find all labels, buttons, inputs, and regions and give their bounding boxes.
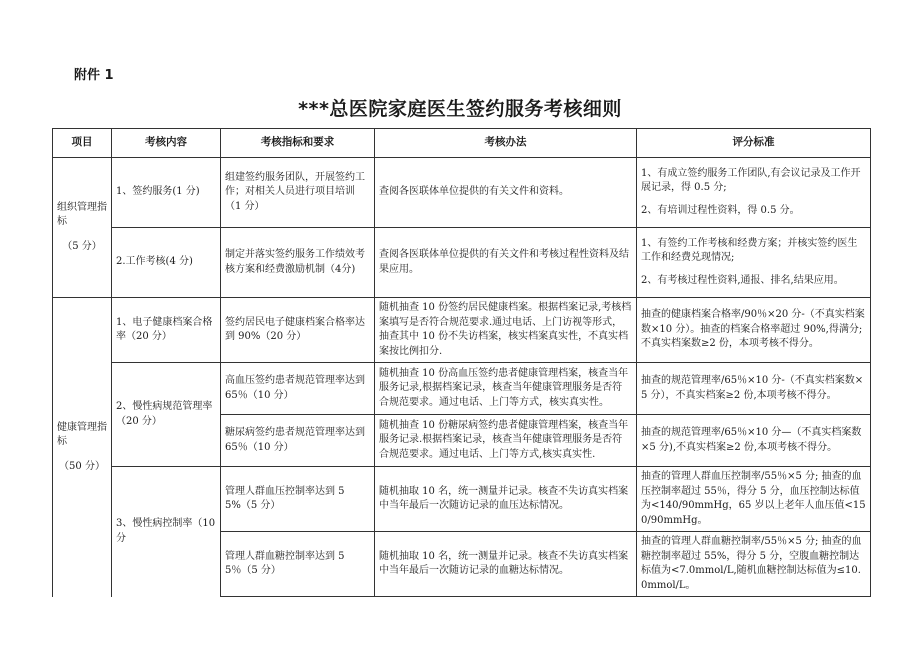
- table-header-row: [53, 129, 871, 158]
- method-cell: 查阅各医联体单位提供的有关文件和资料。: [375, 158, 637, 228]
- table-row: [53, 298, 871, 363]
- content-cell: 1、电子健康档案合格率（20 分）: [112, 298, 221, 363]
- attachment-label: 附件 1: [74, 68, 114, 83]
- criteria-line: 1、有成立签约服务工作团队,有会议记录及工作开展记录，得 0.5 分;: [641, 167, 861, 194]
- criteria-cell: [637, 228, 871, 298]
- section-health: [53, 298, 112, 597]
- indicator-cell: 制定并落实签约服务工作绩效考核方案和经费激励机制（4分): [221, 228, 375, 298]
- content-cell: 1、签约服务(1 分): [112, 158, 221, 228]
- criteria-cell: [637, 363, 871, 415]
- criteria-cell: [637, 298, 871, 363]
- header-content: 考核内容: [112, 129, 221, 158]
- criteria-cell: [637, 158, 871, 228]
- method-cell: 随机抽查 10 份签约居民健康档案。根据档案记录,考核档案填写是否符合规范要求.通过电话、上门访视等形式，抽查其中 10 份不失访档案，核实档案真实性，不真实档案按比例扣分.: [375, 298, 637, 363]
- criteria-line: 抽查的规范管理率/65％×10 分-（不真实档案数×5 分），不真实档案≥2 份,本项考核不得分。: [641, 375, 864, 401]
- section-name: 健康管理指标: [57, 421, 107, 447]
- section-org: [53, 158, 112, 298]
- criteria-cell: [637, 532, 871, 597]
- assessment-table: [52, 128, 871, 597]
- criteria-line: 抽查的健康档案合格率/90％×20 分-（不真实档案数×10 分）。抽查的档案合格率超过 90%,得满分; 不真实档案数≥2 份，本项考核不得分。: [641, 309, 865, 350]
- method-cell: 随机抽取 10 名，统一测量并记录。核查不失访真实档案中当年最后一次随访记录的血压达标情况。: [375, 467, 637, 532]
- table-row: [53, 228, 871, 298]
- section-score: （5 分）: [62, 240, 102, 252]
- indicator-cell: 高血压签约患者规范管理率达到 65％（10 分）: [221, 363, 375, 415]
- method-cell: 随机抽查 10 份高血压签约患者健康管理档案，核查当年服务记录,根据档案记录，核查当年健康管理服务是否符合规范要求。通过电话、上门等方式，核实真实性。: [375, 363, 637, 415]
- criteria-line: 2、有考核过程性资料,通报、排名,结果应用。: [641, 274, 844, 286]
- header-indicator: 考核指标和要求: [221, 129, 375, 158]
- method-cell: 查阅各医联体单位提供的有关文件和考核过程性资料及结果应用。: [375, 228, 637, 298]
- method-cell: 随机抽查 10 份糖尿病签约患者健康管理档案，核查当年服务记录.根据档案记录，核查当年健康管理服务是否符合规范要求。通过电话、上门等方式,核实真实性.: [375, 415, 637, 467]
- section-score: （50 分）: [59, 460, 105, 472]
- indicator-cell: 糖尿病签约患者规范管理率达到 65％（10 分）: [221, 415, 375, 467]
- indicator-cell: 管理人群血糖控制率达到 55％（5 分）: [221, 532, 375, 597]
- table-row: [53, 363, 871, 415]
- method-cell: 随机抽取 10 名，统一测量并记录。核查不失访真实档案中当年最后一次随访记录的血糖达标情况。: [375, 532, 637, 597]
- criteria-line: 抽查的管理人群血糖控制率/55％×5 分; 抽查的血糖控制率超过 55%，得分 5 分，空腹血糖控制达标值为<7.0mmol/L,随机血糖控制达标值为≤10.0mmol/L。: [641, 536, 862, 591]
- criteria-cell: [637, 467, 871, 532]
- indicator-cell: 签约居民电子健康档案合格率达到 90%（20 分）: [221, 298, 375, 363]
- section-name: 组织管理指标: [57, 201, 107, 228]
- indicator-cell: 组建签约服务团队，开展签约工作；对相关人员进行项目培训（1 分）: [221, 158, 375, 228]
- header-criteria: 评分标准: [637, 129, 871, 158]
- indicator-cell: 管理人群血压控制率达到 55%（5 分）: [221, 467, 375, 532]
- criteria-line: 1、有签约工作考核和经费方案；并核实签约医生工作和经费兑现情况;: [641, 237, 858, 264]
- table-row: [53, 467, 871, 532]
- criteria-line: 抽查的规范管理率/65％×10 分—（不真实档案数×5 分),不真实档案≥2 份,本项考核不得分。: [641, 427, 862, 453]
- table-row: [53, 158, 871, 228]
- criteria-line: 抽查的管理人群血压控制率/55％×5 分; 抽查的血压控制率超过 55％，得分 5 分，血压控制达标值为<140/90mmHg，65 岁以上老年人血压值<150/90mmHg。: [641, 471, 866, 526]
- content-cell: 2、慢性病规范管理率（20 分）: [112, 363, 221, 467]
- header-method: 考核办法: [375, 129, 637, 158]
- header-project: 项目: [53, 129, 112, 158]
- content-cell: 3、慢性病控制率（10 分: [112, 467, 221, 597]
- page-title: ***总医院家庭医生签约服务考核细则: [298, 98, 622, 120]
- criteria-cell: [637, 415, 871, 467]
- criteria-line: 2、有培训过程性资料，得 0.5 分。: [641, 204, 800, 216]
- content-cell: 2.工作考核(4 分): [112, 228, 221, 298]
